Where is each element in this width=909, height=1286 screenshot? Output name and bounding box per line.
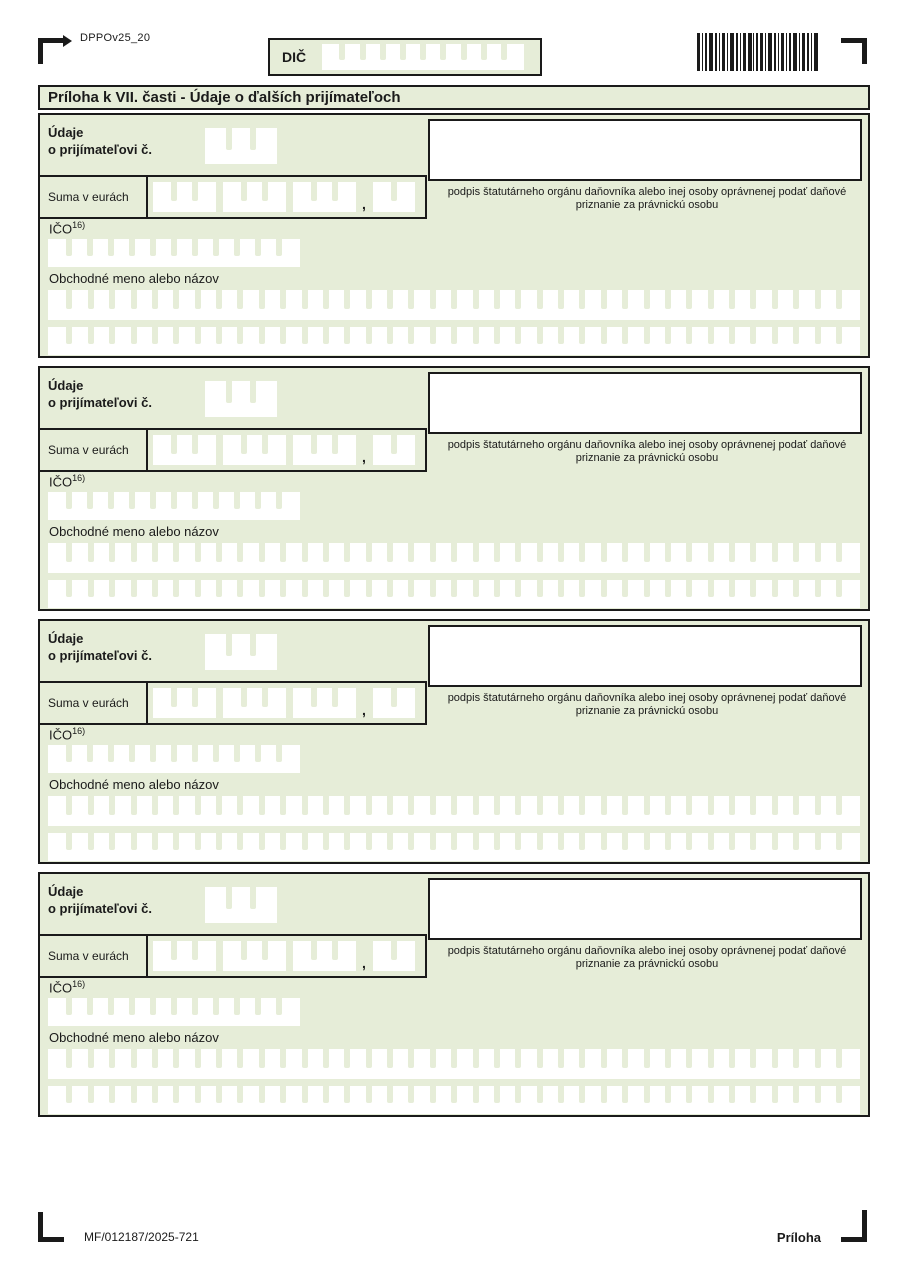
decimal-separator: , [362, 196, 366, 212]
sum-input [148, 430, 425, 470]
arrow-right-icon [63, 35, 72, 47]
recipient-section-4 [38, 872, 870, 1117]
sum-label: Suma v eurách [40, 177, 148, 217]
char-cell[interactable] [195, 688, 216, 718]
signature-box[interactable] [428, 372, 862, 434]
recipient-number-label: Údaje o prijímateľovi č. [48, 378, 152, 410]
char-cell[interactable] [265, 941, 286, 971]
char-cell[interactable] [253, 381, 277, 417]
recipient-number-input[interactable] [205, 887, 277, 923]
sum-group-input[interactable] [293, 941, 356, 971]
business-name-label: Obchodné meno alebo názov [49, 524, 219, 539]
recipient-number-label: Údaje o prijímateľovi č. [48, 125, 152, 157]
sum-input [148, 683, 425, 723]
business-name-input-row-1[interactable] [48, 543, 860, 573]
ico-label: IČO$^{16)}$ [49, 220, 86, 237]
registration-mark-bottom-right-icon [841, 1210, 867, 1242]
ico-input[interactable] [48, 998, 300, 1026]
recipient-number-label: Údaje o prijímateľovi č. [48, 631, 152, 663]
recipient-section-3 [38, 619, 870, 864]
char-cell[interactable] [265, 435, 286, 465]
signature-caption: podpis štatutárneho orgánu daňovníka alebo inej osoby oprávnenej podať daňové priznanie za právnickú osobu [447, 439, 847, 464]
registration-mark-bottom-left-icon [38, 1212, 64, 1242]
business-name-input-row-2[interactable] [48, 327, 860, 355]
decimal-separator: , [362, 702, 366, 718]
char-cell[interactable] [394, 941, 415, 971]
char-cell[interactable] [335, 688, 356, 718]
recipient-sections [38, 113, 870, 1125]
page-title: Príloha k VII. časti - Údaje o ďalších prijímateľoch [48, 89, 401, 106]
sum-decimals-input[interactable] [373, 435, 415, 465]
sum-decimals-input[interactable] [373, 941, 415, 971]
recipient-section-2 [38, 366, 870, 611]
ico-input[interactable] [48, 745, 300, 773]
signature-box[interactable] [428, 878, 862, 940]
sum-field-box [40, 934, 427, 978]
sum-group-input[interactable] [153, 182, 216, 212]
sum-label: Suma v eurách [40, 936, 148, 976]
char-cell[interactable] [394, 688, 415, 718]
registration-mark-top-right-icon [841, 38, 867, 64]
business-name-label: Obchodné meno alebo názov [49, 271, 219, 286]
business-name-label: Obchodné meno alebo názov [49, 777, 219, 792]
sum-field-box [40, 428, 427, 472]
char-cell[interactable] [279, 998, 300, 1026]
signature-caption: podpis štatutárneho orgánu daňovníka alebo inej osoby oprávnenej podať daňové priznanie za právnickú osobu [447, 186, 847, 211]
char-cell[interactable] [279, 492, 300, 520]
sum-field-box [40, 175, 427, 219]
signature-caption: podpis štatutárneho orgánu daňovníka alebo inej osoby oprávnenej podať daňové priznanie za právnickú osobu [447, 692, 847, 717]
char-cell[interactable] [279, 745, 300, 773]
sum-group-input[interactable] [223, 941, 286, 971]
char-cell[interactable] [839, 580, 860, 608]
char-cell[interactable] [253, 128, 277, 164]
ico-input[interactable] [48, 492, 300, 520]
char-cell[interactable] [839, 543, 860, 573]
char-cell[interactable] [504, 44, 524, 70]
char-cell[interactable] [195, 435, 216, 465]
char-cell[interactable] [839, 327, 860, 355]
business-name-input-row-1[interactable] [48, 290, 860, 320]
decimal-separator: , [362, 955, 366, 971]
sum-group-input[interactable] [223, 182, 286, 212]
recipient-number-input[interactable] [205, 128, 277, 164]
recipient-number-input[interactable] [205, 381, 277, 417]
sum-decimals-input[interactable] [373, 182, 415, 212]
char-cell[interactable] [839, 290, 860, 320]
sum-group-input[interactable] [293, 182, 356, 212]
form-code: DPPOv25_20 [80, 32, 151, 44]
char-cell[interactable] [253, 887, 277, 923]
char-cell[interactable] [335, 435, 356, 465]
ico-label: IČO$^{16)}$ [49, 979, 86, 996]
dic-input[interactable] [322, 44, 524, 70]
business-name-input-row-2[interactable] [48, 1086, 860, 1114]
sum-group-input[interactable] [223, 435, 286, 465]
signature-caption: podpis štatutárneho orgánu daňovníka alebo inej osoby oprávnenej podať daňové priznanie za právnickú osobu [447, 945, 847, 970]
ico-label: IČO$^{16)}$ [49, 473, 86, 490]
sum-decimals-input[interactable] [373, 688, 415, 718]
char-cell[interactable] [195, 182, 216, 212]
char-cell[interactable] [839, 833, 860, 861]
ico-label: IČO$^{16)}$ [49, 726, 86, 743]
dic-label: DIČ [282, 49, 307, 65]
footnote-ref: 16) [72, 979, 86, 989]
char-cell[interactable] [839, 796, 860, 826]
form-reference-number: MF/012187/2025-721 [84, 1230, 199, 1244]
sum-input [148, 936, 425, 976]
signature-box[interactable] [428, 119, 862, 181]
char-cell[interactable] [335, 941, 356, 971]
char-cell[interactable] [335, 182, 356, 212]
sum-group-input[interactable] [153, 941, 216, 971]
sum-group-input[interactable] [293, 688, 356, 718]
char-cell[interactable] [265, 688, 286, 718]
footnote-ref: 16) [72, 473, 86, 483]
sum-label: Suma v eurách [40, 430, 148, 470]
business-name-input-row-1[interactable] [48, 796, 860, 826]
business-name-input-row-2[interactable] [48, 580, 860, 608]
char-cell[interactable] [839, 1049, 860, 1079]
char-cell[interactable] [839, 1086, 860, 1114]
decimal-separator: , [362, 449, 366, 465]
sum-label: Suma v eurách [40, 683, 148, 723]
registration-mark-top-left-icon [38, 38, 64, 64]
attachment-label: Príloha [776, 1230, 821, 1245]
sum-group-input[interactable] [153, 435, 216, 465]
sum-group-input[interactable] [293, 435, 356, 465]
dic-field-box [268, 38, 542, 76]
char-cell[interactable] [265, 182, 286, 212]
business-name-label: Obchodné meno alebo názov [49, 1030, 219, 1045]
section-title-bar [38, 85, 870, 110]
recipient-number-input[interactable] [205, 634, 277, 670]
char-cell[interactable] [279, 239, 300, 267]
char-cell[interactable] [253, 634, 277, 670]
sum-group-input[interactable] [223, 688, 286, 718]
recipient-number-label: Údaje o prijímateľovi č. [48, 884, 152, 916]
sum-input [148, 177, 425, 217]
business-name-input-row-2[interactable] [48, 833, 860, 861]
recipient-section-1 [38, 113, 870, 358]
sum-group-input[interactable] [153, 688, 216, 718]
sum-field-box [40, 681, 427, 725]
footnote-ref: 16) [72, 726, 86, 736]
footnote-ref: 16) [72, 220, 86, 230]
business-name-input-row-1[interactable] [48, 1049, 860, 1079]
ico-input[interactable] [48, 239, 300, 267]
char-cell[interactable] [394, 435, 415, 465]
char-cell[interactable] [195, 941, 216, 971]
signature-box[interactable] [428, 625, 862, 687]
barcode [697, 33, 819, 71]
char-cell[interactable] [394, 182, 415, 212]
